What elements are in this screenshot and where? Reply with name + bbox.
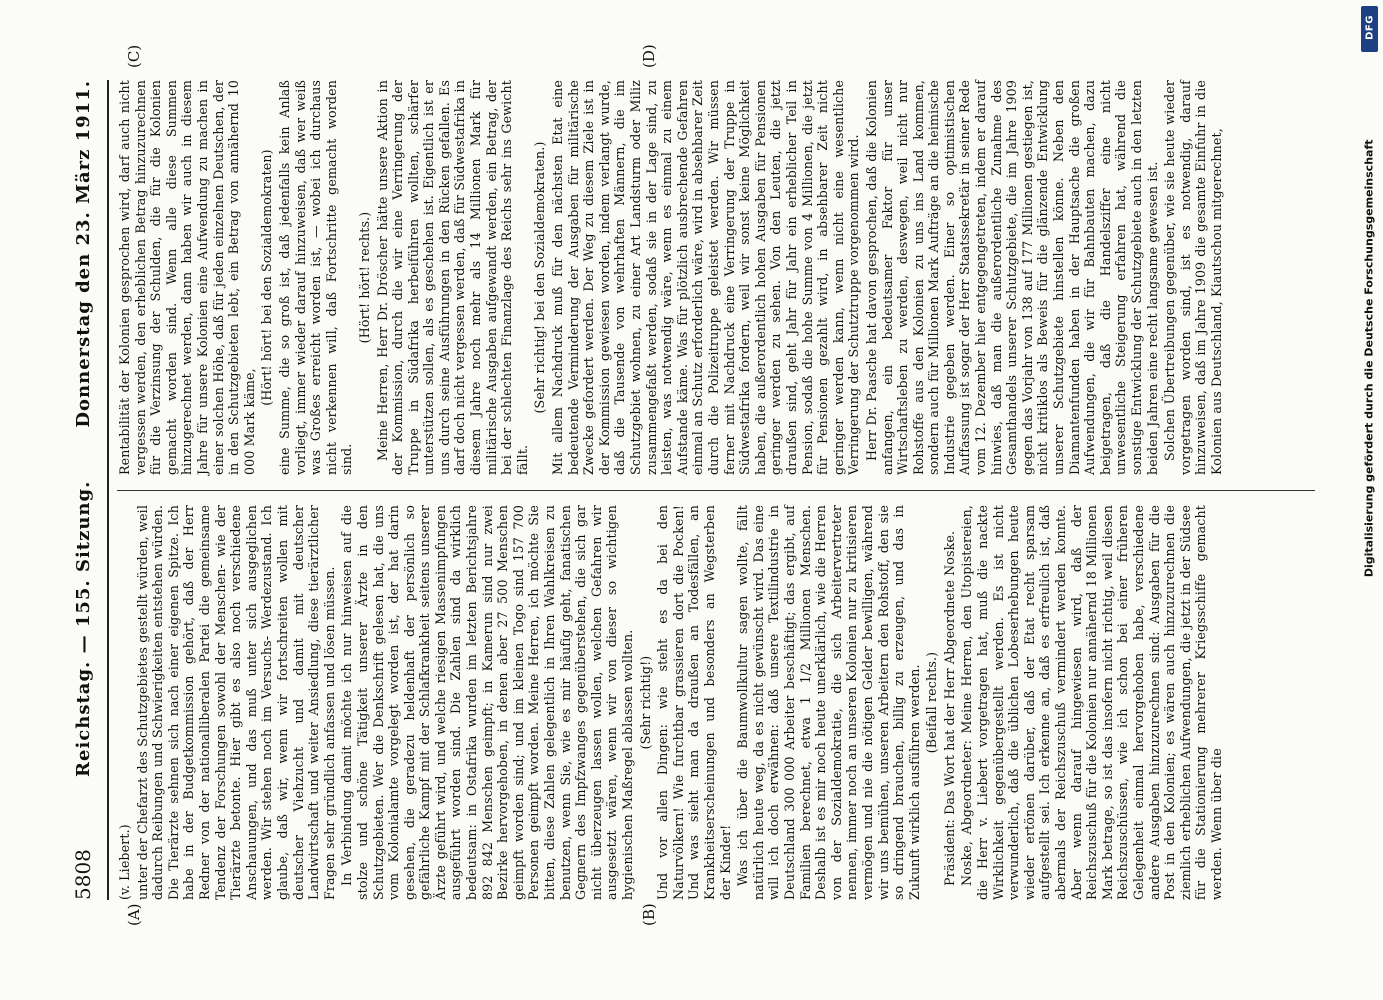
right-column [117, 80, 1325, 475]
digitization-credit [1358, 6, 1380, 996]
president-statement: Präsident: Das Wort hat der Herr Abgeordnete Noske. [941, 530, 957, 886]
margin-marker-a: (A) [125, 903, 143, 926]
interjection: (Hört! hört! bei den Sozialdemokraten) [259, 149, 275, 406]
dfg-logo-text: DFG [1364, 15, 1375, 40]
paragraph: Rentabilität der Kolonien gesprochen wird, darf auch nicht vergessen werden, den erheblichen Betrag hinzuzurechnen für die Verzinsung der Schulden, die für die Kolonien gemacht worden sind. Wenn alle diese Summen hinzugerechnet werden, dann haben wir auch in diesem Jahre für unsere Kolonien eine Aufwendung zu machen in einer solchen Höhe, daß für jeden einzelnen Deutschen, der in den Schutzgebieten lebt, ein Betrag von annähernd 10 000 Mark käme, [117, 80, 257, 475]
interjection: (Beifall rechts.) [924, 651, 940, 754]
left-column [117, 505, 1325, 900]
paragraph: Meine Herren, Herr Dr. Dröscher hätte unsere Aktion in der Kommission, durch die wir eine Verringerung der Truppe in Südafrika herbeiführen wollten, schärfer unterstützen sollen, als es geschehen ist. Eigentlich ist er uns durch seine Ausführungen in den Rücken gefallen. Es darf doch nicht vergessen werden, daß für Südwestafrika in diesem Jahre noch mehr als 14 Millionen Mark für militärische Ausgaben aufgewandt werden, ein Betrag, der bei der schlechten Finanzlage des Reichs sehr ins Gewicht fällt. [374, 80, 530, 475]
speaker-paragraph: Noske, Abgeordneter: Meine Herren, den Utopistereien, die Herr v. Liebert vorgetragen hat, muß die nackte Wirklichkeit gegenübergestellt werden. Es ist nicht verwunderlich, daß die üblichen Lobeserhebungen heute wieder ertönen darüber, daß der Etat recht sparsam aufgestellt sei. Ich erkenne an, daß es erfreulich ist, daß abermals der Reichszuschuß vermindert werden konnte. Aber wenn darauf hingewiesen wird, daß der Reichszuschuß für die Kolonien nur annähernd 18 Millionen Mark betrage, so ist das insofern nicht richtig, weil diesen Reichszuschüssen, wie ich schon bei einer früheren Gelegenheit einmal hervorgehoben habe, verschiedene andere Ausgaben hinzuzurechnen sind: Ausgaben für die Post in den Kolonien; es wären auch hinzuzurechnen die ziemlich erheblichen Aufwendungen, die jetzt in der Südsee für die Stationierung mehrerer Kriegsschiffe gemacht werden. Wenn über die [959, 505, 1224, 900]
column-divider [117, 490, 1315, 491]
margin-marker-b: (B) [640, 903, 658, 926]
paragraph: eine Summe, die so groß ist, daß jedenfalls kein Anlaß vorliegt, immer wieder darauf hinzuweisen, daß wer weiß was Großes erreicht worden ist, — wobei ich durchaus nicht verkennen will, daß Fortschritte gemacht worden sind. [276, 80, 355, 475]
paragraph: Was ich über die Baumwollkultur sagen wollte, fällt natürlich heute weg, da es nicht gewünscht wird. Das eine will ich doch erwähnen: daß unsere Textilindustrie in Deutschland 300 000 Arbeiter beschäftigt; das ergibt, auf Familien berechnet, etwa 1 1/2 Millionen Menschen. Deshalb ist es mir noch heute unerklärlich, wie die Herren von der Sozialdemokratie, die sich Arbeitervertreter nennen, immer noch an unseren Kolonien nur zu kritisieren vermögen und nie die nötigen Gelder bewilligen, während wir uns bemühen, unseren Arbeitern den Rohstoff, den sie so dringend brauchen, billig zu erzeugen, und das in Zukunft wirklich ausführen werden. [735, 505, 922, 900]
paragraph: Herr Dr. Paasche hat davon gesprochen, daß die Kolonien anfangen, ein bedeutsamer Faktor für unser Wirtschaftsleben zu werden, deswegen, weil nicht nur Rohstoffe aus den Kolonien zu uns ins Land kommen, sondern auch für Millionen Mark Aufträge an die heimische Industrie gegeben werden. Einer so optimistischen Auffassung ist sogar der Herr Staatssekretär in seiner Rede vom 12. Dezember hier entgegengetreten, indem er darauf hinwies, daß man die außerordentliche Zunahme des Gesamthandels unserer Schutzgebiete, die im Jahre 1909 gegen das Vorjahr von 138 auf 177 Millionen gestiegen ist, nicht kritiklos als Beweis für die glänzende Entwicklung unserer Schutzgebiete hinstellen könne. Neben den Diamantenfunden haben in der Hauptsache die großen Aufwendungen, die wir für Bahnbauten machen, dazu beigetragen, daß die Handelsziffer eine nicht unwesentliche Steigerung erfahren hat, während die sonstige Entwicklung der Schutzgebiete auch in den letzten beiden Jahren eine recht langsame gewesen ist. [863, 80, 1160, 475]
credit-text: Digitalisierung gefördert durch die Deutsche Forschungsgemeinschaft [1362, 139, 1376, 578]
header-rule [107, 80, 109, 900]
interjection: (Sehr richtig!) [637, 655, 653, 750]
paragraph: unter der Chefarzt des Schutzgebietes gestellt würden, weil dadurch Reibungen und Schwierigkeiten entstehen würden. Die Tierärzte sehnen sich nach einer eigenen Spitze. Ich habe in der Budgetkommission gehört, daß der Herr Redner von der nationalliberalen Partei die gemeinsame Tendenz der Forschungen sowohl der Menschen- wie der Tierärzte betonte. Hier gibt es also noch verschiedene Anschauungen, und das muß unter sich ausgeglichen werden. Wir stehen noch im Versuchs- Werdezustand. Ich glaube, daß wir, wenn wir fortschreiten wollen mit deutscher Viehzucht und damit mit deutscher Landwirtschaft und weiter Ansiedlung, diese tierärztlicher Fragen sehr gründlich anfassen und lösen müssen. [134, 505, 337, 900]
paragraph: In Verbindung damit möchte ich nur hinweisen auf die stolze und schöne Tätigkeit unserer Ärzte in den Schutzgebieten. Wer die Denkschrift gelesen hat, die uns vom Kolonialamte vorgelegt worden ist, der hat darin gesehen, die geradezu heldenhaft der persönlich so gefährliche Kampf mit der Schlafkrankheit seitens unserer Ärzte geführt wird, und welche riesigen Massenimpfungen ausgeführt worden sind. Die Zahlen sind da wirklich bedeutsam: in Ostafrika wurden im letzten Berichtsjahre 892 842 Menschen geimpft; in Kamerun sind nur zwei Bezirke hervorgehoben, in denen aber 27 500 Menschen geimpft worden sind; und im kleinen Togo sind 157 700 Personen geimpft worden. Meine Herren, ich möchte Sie bitten, diese Zahlen gelegentlich in Ihren Wahlkreisen zu benutzen, wenn Sie, wie es mir häufig geht, fanatischen Gegnern des Impfzwanges gegenüberstehen, die sich gar nicht überzeugen lassen wollen, welchen Gefahren wir ausgesetzt wären, wenn wir von dieser so wichtigen hygienischen Maßregel ablassen wollten. [339, 505, 635, 900]
paragraph: Mit allem Nachdruck muß für den nächsten Etat eine bedeutende Verminderung der Ausgaben für militärische Zwecke gefordert werden. Der Weg zu diesem Ziele ist in der Kommission gewiesen worden, indem verlangt wurde, daß die Tausende von wehrhaften Männern, die im Schutzgebiet wohnen, zu einer Art Landsturm oder Miliz zusammengefaßt werden, sodaß sie in der Lage sind, zu leisten, was notwendig wäre, wenn es einmal zu einem Aufstande käme. Was für plötzlich ausbrechende Gefahren einmal an Schutz erforderlich wäre, wird in absehbarer Zeit durch die Polizeitruppe geleistet werden. Wir müssen ferner mit Nachdruck eine Verringerung der Truppe in Südwestafrika fordern, weil wir sonst keine Möglichkeit haben, die außerordentlich hohen Ausgaben für Pensionen geringer werden zu sehen. Von den Leuten, die jetzt draußen sind, geht Jahr für Jahr ein erheblicher Teil in Pension, sodaß die hohe Summe von 4 Millionen, die jetzt für Pensionen gezahlt wird, in absehbarer Zeit nicht geringer werden kann, wenn nicht eine wesentliche Verringerung der Schutztruppe vorgenommen wird. [550, 80, 862, 475]
interjection: (Sehr richtig! bei den Sozialdemokraten.) [532, 141, 548, 414]
paragraph: Und vor allen Dingen: wie steht es da bei den Naturvölkern! Wie furchtbar grassieren dort die Pocken! Und was sieht man da draußen an Todesfällen, an Krankheitserscheinungen und besonders an Wegsterben der Kinder! [655, 505, 733, 900]
session-title: Reichstag. — 155. Sitzung. [72, 480, 94, 777]
interjection: (Hört! hört! rechts.) [356, 211, 372, 344]
margin-marker-c: (C) [125, 44, 143, 68]
session-date: Donnerstag den 23. März 1911. [72, 80, 94, 428]
margin-marker-d: (D) [640, 44, 658, 68]
rotated-page-content [55, 40, 1345, 960]
page-header [63, 80, 103, 900]
paragraph: Solchen Übertreibungen gegenüber, wie sie heute wieder vorgetragen worden sind, ist es notwendig, darauf hinzuweisen, daß im Jahre 1909 die gesamte Einfuhr in die Kolonien aus Deutschland, Kiautschou mitgerechnet, [1162, 80, 1224, 475]
speaker-continuation: (v. Liebert.) [117, 824, 132, 900]
page-number: 5808 [71, 849, 95, 900]
